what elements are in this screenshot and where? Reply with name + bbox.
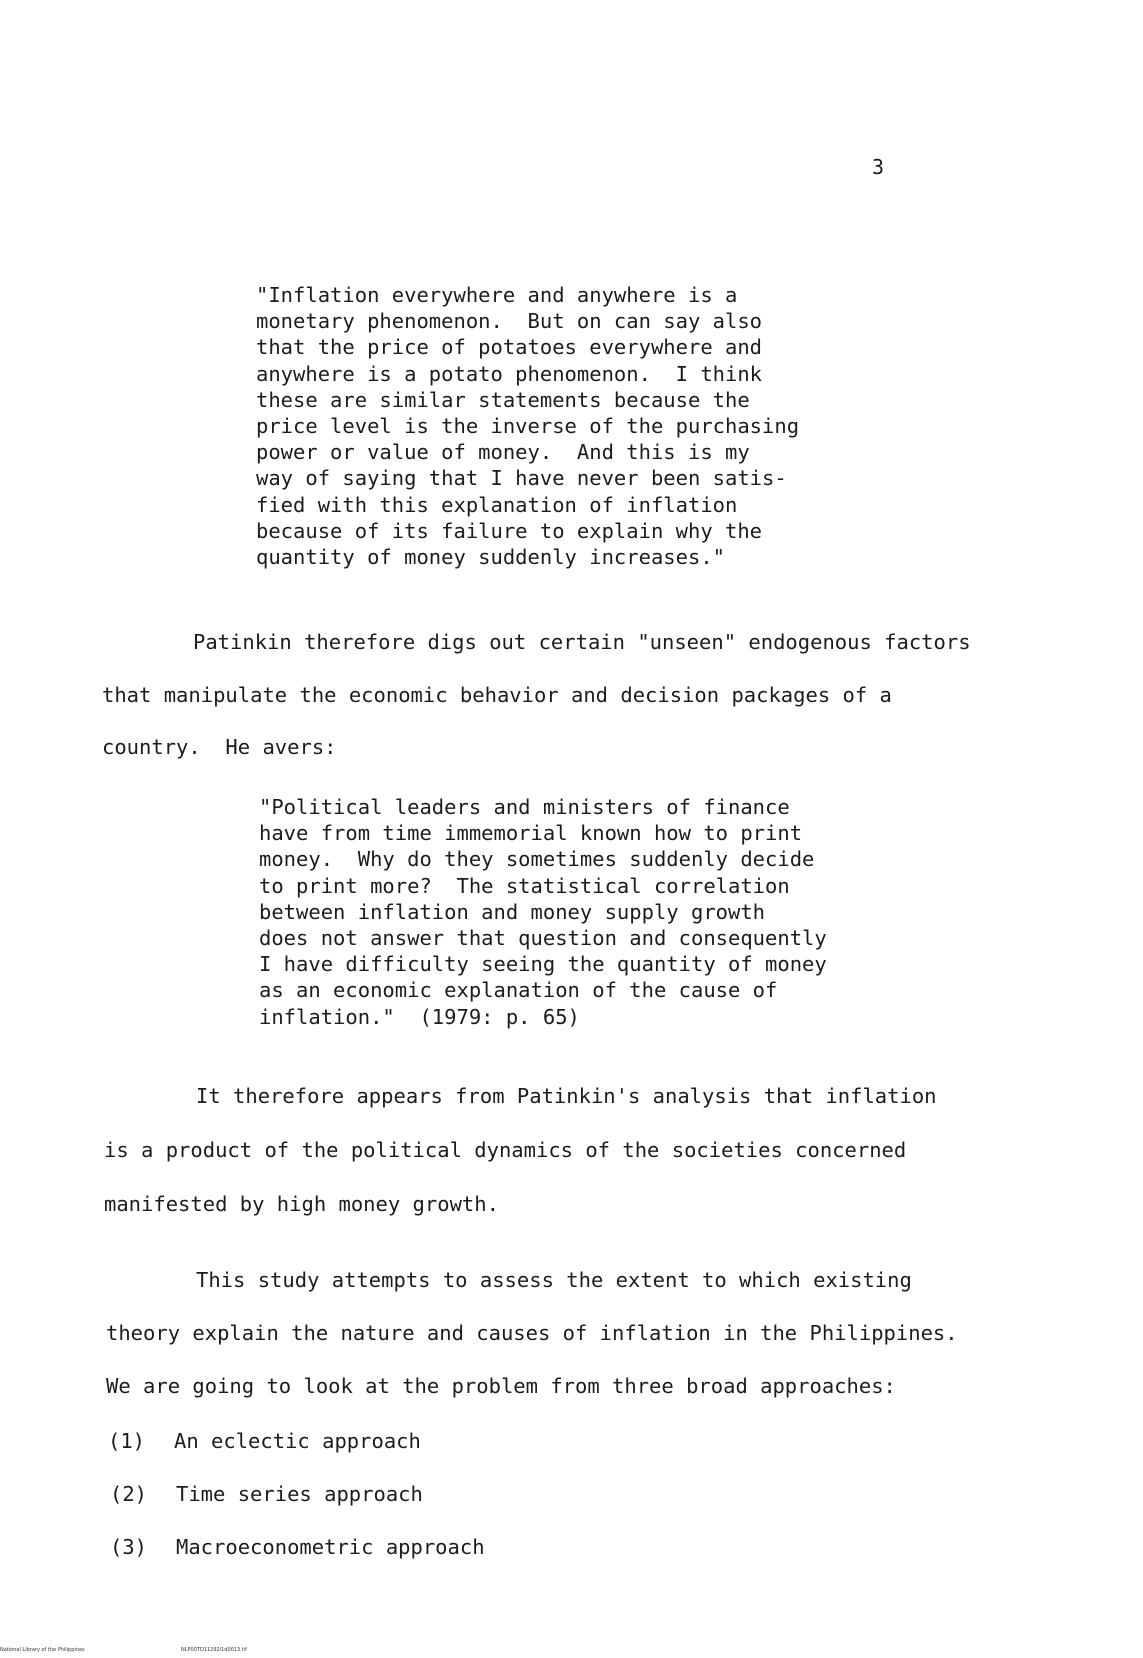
list-item-text: Macroeconometric approach — [176, 1535, 485, 1559]
quote-line: anywhere is a potato phenomenon. I think — [256, 361, 763, 386]
list-item-text: An eclectic approach — [174, 1429, 421, 1453]
quote-line: does not answer that question and consequently — [259, 926, 827, 951]
quote-line: between inflation and money supply growth — [259, 899, 766, 924]
quote-line: "Inflation everywhere and anywhere is a — [256, 283, 738, 307]
list-item — [108, 1429, 421, 1453]
footer-file-id: NLP00TD11292i1d0013.tif — [181, 1647, 247, 1653]
quote-line: to print more? The statistical correlation — [259, 873, 790, 898]
quote-line: because of its failure to explain why the — [256, 518, 763, 543]
paragraph-line: country. He avers: — [102, 735, 337, 759]
paragraph-line: We are going to look at the problem from three broad approaches: — [106, 1374, 896, 1398]
quote-line: have from time immemorial known how to print — [259, 821, 803, 846]
quote-line: money. Why do they sometimes suddenly decide — [259, 847, 815, 872]
list-item — [110, 1535, 485, 1559]
paragraph-line: This study attempts to assess the extent to which existing — [196, 1268, 912, 1292]
paragraph-line: manifested by high money growth. — [104, 1192, 499, 1216]
quote-line: I have difficulty seeing the quantity of money — [259, 952, 827, 977]
quote-line: power or value of money. And this is my — [256, 440, 750, 465]
quote-line: inflation." (1979: p. 65) — [259, 1004, 580, 1029]
list-item — [110, 1482, 423, 1506]
page-number: 3 — [872, 155, 885, 179]
block-quote-political-leaders — [259, 794, 827, 1030]
quote-line: quantity of money suddenly increases." — [256, 545, 725, 570]
list-item-number: (3) — [110, 1535, 148, 1559]
paragraph-line: is a product of the political dynamics of the societies concerned — [104, 1138, 907, 1162]
block-quote-patinkin-potatoes — [256, 282, 799, 570]
quote-line: monetary phenomenon. But on can say also — [256, 309, 763, 334]
paragraph-line: that manipulate the economic behavior and decision packages of a — [102, 683, 892, 707]
footer-library-name: National Library of the Philippines — [0, 1647, 85, 1653]
quote-line: "Political leaders and ministers of finance — [259, 795, 790, 819]
paragraph-line: Patinkin therefore digs out certain "unseen" endogenous factors — [193, 630, 971, 654]
quote-line: way of saying that I have never been satis- — [256, 466, 787, 491]
paragraph-line: theory explain the nature and causes of inflation in the Philippines. — [106, 1321, 958, 1345]
list-item-number: (1) — [108, 1429, 146, 1453]
quote-line: price level is the inverse of the purchasing — [256, 414, 800, 439]
list-item-text: Time series approach — [176, 1482, 423, 1506]
quote-line: as an economic explanation of the cause of — [259, 978, 778, 1003]
quote-line: that the price of potatoes everywhere and — [256, 335, 763, 360]
quote-line: these are similar statements because the — [256, 387, 750, 412]
list-item-number: (2) — [110, 1482, 148, 1506]
paragraph-line: It therefore appears from Patinkin's analysis that inflation — [196, 1084, 937, 1108]
quote-line: fied with this explanation of inflation — [256, 492, 738, 517]
